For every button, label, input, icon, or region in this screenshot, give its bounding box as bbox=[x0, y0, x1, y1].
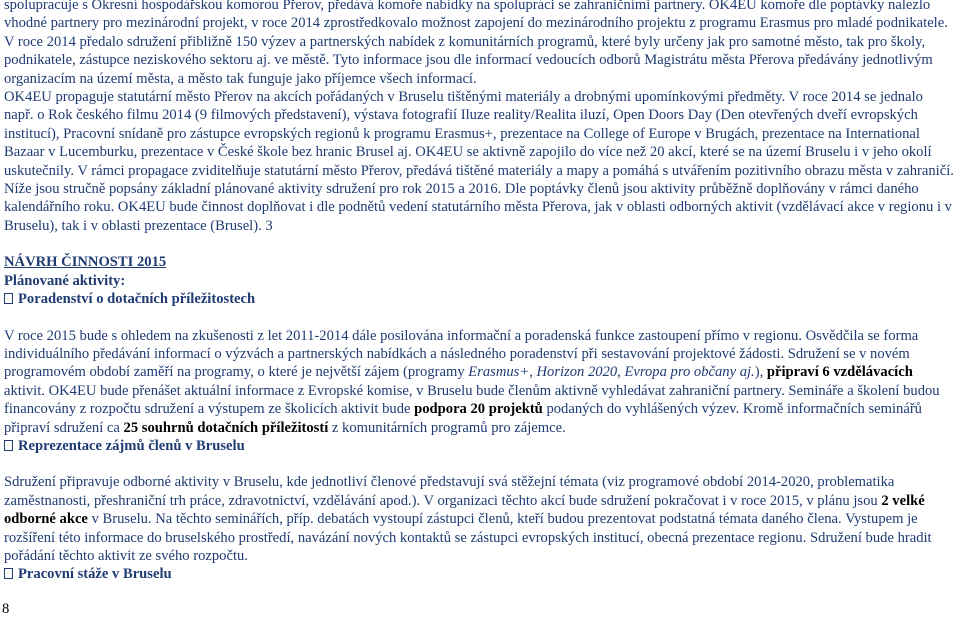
heading-reprezentace-text: Reprezentace zájmů členů v Bruselu bbox=[18, 437, 245, 454]
bold-projekty: podpora 20 projektů bbox=[414, 401, 543, 418]
page-number: 8 bbox=[2, 601, 10, 617]
checkbox-bullet-icon bbox=[4, 440, 13, 451]
text-run: V roce 2015 bude s ohledem na zkušenosti z let 2011-2014 dále posilována informační a poradenská funkce zastoupení přímo v regionu. Osvědčila se forma individuálního předávání informací o výzvách a partnerských nabídkách a následného poradenství při sestavování projektové žádosti. Sdružení se v novém programovém období zaměří na programy, o které je největší zájem (programy bbox=[4, 327, 919, 381]
heading-staze-text: Pracovní stáže v Bruselu bbox=[18, 566, 172, 583]
checkbox-bullet-icon bbox=[4, 568, 13, 579]
bold-souhrny: 25 souhrnů dotačních příležitostí bbox=[123, 419, 329, 436]
text-run: z komunitárních programů pro zájemce. bbox=[328, 419, 566, 436]
paragraph-poradenstvi bbox=[4, 327, 956, 437]
text-run: ), bbox=[754, 364, 767, 381]
text-run: Sdružení připravuje odborné aktivity v Bruselu, kde jednotliví členové představují svá stěžejní témata (viz programové období 2014-2020, problematika zaměstnanosti, přeshraniční trh práce, zdravotnictví, vzdělávání apod.). V organizaci těchto akcí bude sdružení pokračovat i v roce 2015, v plánu jsou bbox=[4, 474, 895, 509]
text-run: podaných do vyhlášených výzev. Kromě informačních seminářů připraví sdružení ca bbox=[4, 401, 922, 436]
paragraph-propagace: OK4EU propaguje statutární město Přerov na akcích pořádaných v Bruselu tištěnými materiály a drobnými upomínkovými předměty. V roce 2014 se jednalo např. o Rok českého filmu 2014 (9 filmových představení), výstava fotografií Iluze reality/Realita iluzí, Open Doors Day (Den otevřených dveří evropských institucí), Pracovní snídaně pro zástupce evropských regionů k programu Erasmus+, prezentace na College of Europe v Brugách, prezentace na International Bazaar v Lucemburku, prezentace v České škole bez hranic Brusel aj. OK4EU se aktivně zapojilo do více než 20 akcí, které se na území Bruselu i v jeho okolí uskutečnily. V rámci propagace zviditelňuje statutární město Přerov, předává tištěné materiály a mapy a pomáhá s utvářením pozitivního obrazu města v zahraničí. bbox=[4, 89, 954, 179]
document-page bbox=[4, 0, 956, 584]
italic-programs: Erasmus+, Horizon 2020, Evropa pro občany aj. bbox=[468, 364, 755, 381]
bold-vzdelavaci: připraví 6 vzdělávacích bbox=[766, 364, 913, 381]
heading-staze bbox=[4, 565, 956, 583]
bold-odborne-akce: 2 velké odborné akce bbox=[4, 492, 925, 528]
spacer bbox=[4, 455, 956, 473]
section-title: NÁVRH ČINNOSTI 2015 bbox=[4, 254, 167, 271]
heading-poradenstvi-text: Poradenství o dotačních příležitostech bbox=[18, 291, 256, 308]
text-run: v Bruselu. Na těchto seminářích, příp. debatách vystoupí zástupci členů, kteří budou prezentovat podstatná témata daného člena. Vystupem je rozšíření této informace do bruselského prostředí, navázání nových kontaktů se zástupci evropských institucí, obecná prezentace regionu. Sdružení bude hradit pořádání těchto aktivit ze svého rozpočtu. bbox=[4, 511, 932, 564]
paragraph-aktivity-2015-2016: Níže jsou stručně popsány základní plánované aktivity sdružení pro rok 2015 a 2016. Dle poptávky členů jsou aktivity průběžně doplňovány v rámci daného kalendářního roku. OK4EU bude činnost doplňovat i dle podnětů vedení statutárního města Přerova, jak v oblasti odborných aktivit (vzdělávací akce v regionu i v Bruselu), tak i v oblasti prezentace (Brusel). 3 bbox=[4, 181, 952, 234]
text-run: aktivit. OK4EU bude přenášet aktuální informace z Evropské komise, v Bruselu bude členům aktivně vyhledávat zahraniční partnery. Semináře a školení budou financovány z rozpočtu sdružení a výstupem ze školicích aktivit bude bbox=[4, 382, 940, 418]
paragraph-komora: spolupracuje s Okresní hospodářskou komorou Přerov, předává komoře nabídky na spolupráci se zahraničními partnery. OK4EU komoře dle poptávky nalezlo vhodné partnery pro mezinárodní projekt, v roce 2014 zprostředkovalo možnost zapojení do mezinárodního projektu z programu Erasmus pro mladé podnikatele. bbox=[4, 0, 948, 32]
spacer bbox=[4, 309, 956, 327]
checkbox-bullet-icon bbox=[4, 293, 13, 304]
paragraph-reprezentace bbox=[4, 473, 956, 565]
planned-activities-label: Plánované aktivity: bbox=[4, 272, 126, 289]
paragraph-vyzvy: V roce 2014 předalo sdružení přibližně 150 výzev a partnerských nabídek z komunitárních programů, které byly určeny jak pro samotné město, tak pro školy, podnikatele, zástupce neziskového sektoru aj. ve městě. Tyto informace jsou dle informací vedoucích odborů Magistrátu města Přerova předávány jednotlivým organizacím na území města, a město tak funguje jako příjemce všech informací. bbox=[4, 33, 933, 87]
heading-reprezentace bbox=[4, 437, 956, 455]
spacer bbox=[4, 235, 956, 253]
heading-poradenstvi bbox=[4, 290, 956, 308]
